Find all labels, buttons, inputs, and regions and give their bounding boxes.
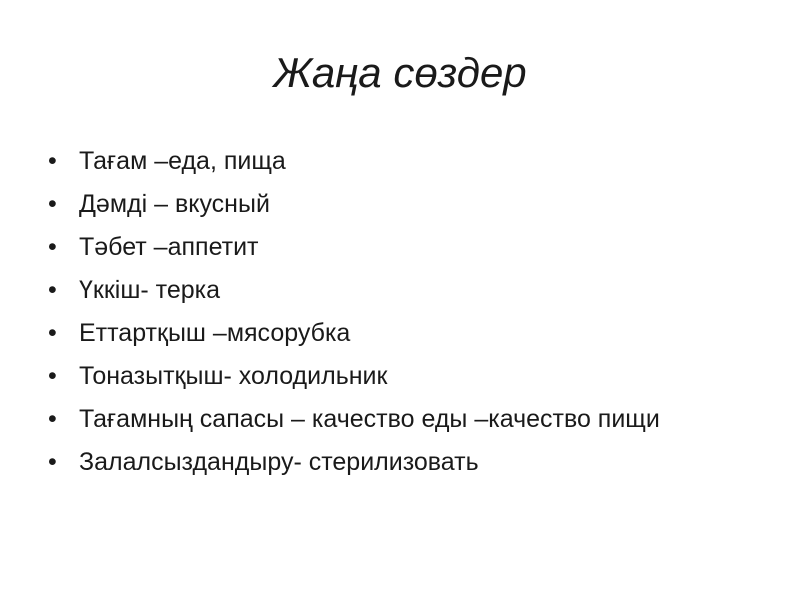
list-item [46, 147, 746, 176]
list-item [46, 405, 746, 434]
bullet-icon: • [48, 405, 57, 433]
list-item-text: Үккіш- терка [79, 276, 221, 304]
bullet-icon: • [48, 233, 57, 261]
list-item [46, 276, 746, 305]
list-item-text: Дәмді – вкусный [79, 190, 270, 218]
bullet-icon: • [48, 147, 57, 175]
list-item-text: Тағамның сапасы – качество еды –качество пищи [79, 405, 660, 433]
list-item-text: Залалсыздандыру- стерилизовать [79, 448, 479, 476]
list-item [46, 362, 746, 391]
bullet-icon: • [48, 362, 57, 390]
vocabulary-list [46, 147, 746, 491]
bullet-icon: • [48, 448, 57, 476]
bullet-icon: • [48, 276, 57, 304]
list-item-text: Еттартқыш –мясорубка [79, 319, 351, 347]
list-item [46, 319, 746, 348]
bullet-icon: • [48, 319, 57, 347]
slide-title: Жаңа сөздер [273, 49, 527, 96]
list-item [46, 190, 746, 219]
list-item [46, 233, 746, 262]
list-item-text: Тағам –еда, пища [79, 147, 286, 175]
list-item-text: Тәбет –аппетит [79, 233, 259, 261]
bullet-icon: • [48, 190, 57, 218]
list-item [46, 448, 746, 477]
list-item-text: Тоназытқыш- холодильник [79, 362, 388, 390]
